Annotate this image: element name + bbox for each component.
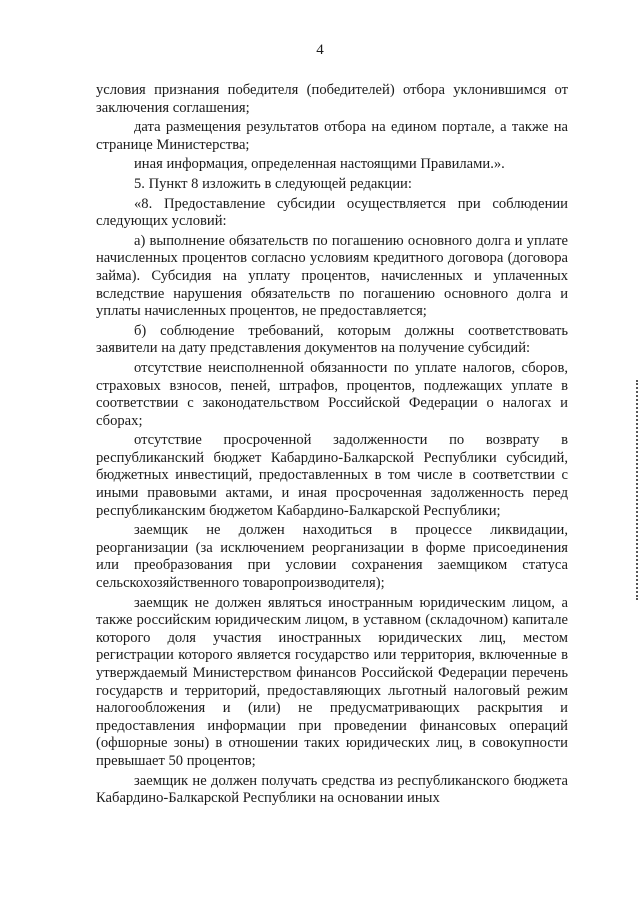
paragraph-3: иная информация, определенная настоящими Правилами.». [134,156,505,173]
paragraph-4: 5. Пункт 8 изложить в следующей редакции: [134,175,412,192]
paragraph-2: дата размещения результатов отбора на едином портале, а также на странице Министерства; [96,119,568,153]
page-number: 4 [316,42,324,58]
paragraph-7: б) соблюдение требований, которым должны соответствовать заявители на дату представления документов на получение субсидий: [96,322,568,357]
paragraph-10: заемщик не должен находиться в процессе ликвидации, реорганизации (за исключением реорганизации в форме присоединения или преобразования при условии сохранения заемщиком статуса сельскохозяйственного товаропроизводителя); [96,522,568,592]
paragraph-5: «8. Предоставление субсидии осуществляется при соблюдении следующих условий: [96,195,568,230]
scan-edge-marks [634,380,638,600]
paragraph-8: отсутствие неисполненной обязанности по уплате налогов, сборов, страховых взносов, пеней, штрафов, процентов, подлежащих уплате в соответствии с законодательством Российской Федерации о налогах и сборах; [96,359,568,429]
paragraph-12: заемщик не должен получать средства из республиканского бюджета Кабардино-Балкарской Республики на основании иных [96,772,568,807]
paragraph-9: отсутствие просроченной задолженности по возврату в республиканский бюджет Кабардино-Балкарской Республики субсидий, бюджетных инвестиций, предоставленных в том числе в соответствии с иными правовыми актами, и иная просроченная задолженность перед республиканским бюджетом Кабардино-Балкарской Республики; [96,432,568,519]
document-body [96,82,568,808]
paragraph-1: условия признания победителя (победителей) отбора уклонившимся от заключения соглашения; [96,82,568,116]
paragraph-6: а) выполнение обязательств по погашению основного долга и уплате начисленных процентов согласно условиям кредитного договора (договора займа). Субсидия на уплату процентов, начисленных и уплаченных вследствие нарушения обязательств по погашению основного долга и уплаты начисленных процентов, не предоставляется; [96,232,568,320]
paragraph-11: заемщик не должен являться иностранным юридическим лицом, а также российским юридическим лицом, в уставном (складочном) капитале которого доля участия иностранных юридических лиц, местом регистрации которого является государство или территория, включенные в утверждаемый Министерством финансов Российской Федерации перечень государств и территорий, предоставляющих льготный налоговый режим налогообложения и (или) не предусматривающих раскрытия и предоставления информации при проведении финансовых операций (офшорные зоны) в отношении таких юридических лиц, в совокупности превышает 50 процентов; [96,594,568,769]
